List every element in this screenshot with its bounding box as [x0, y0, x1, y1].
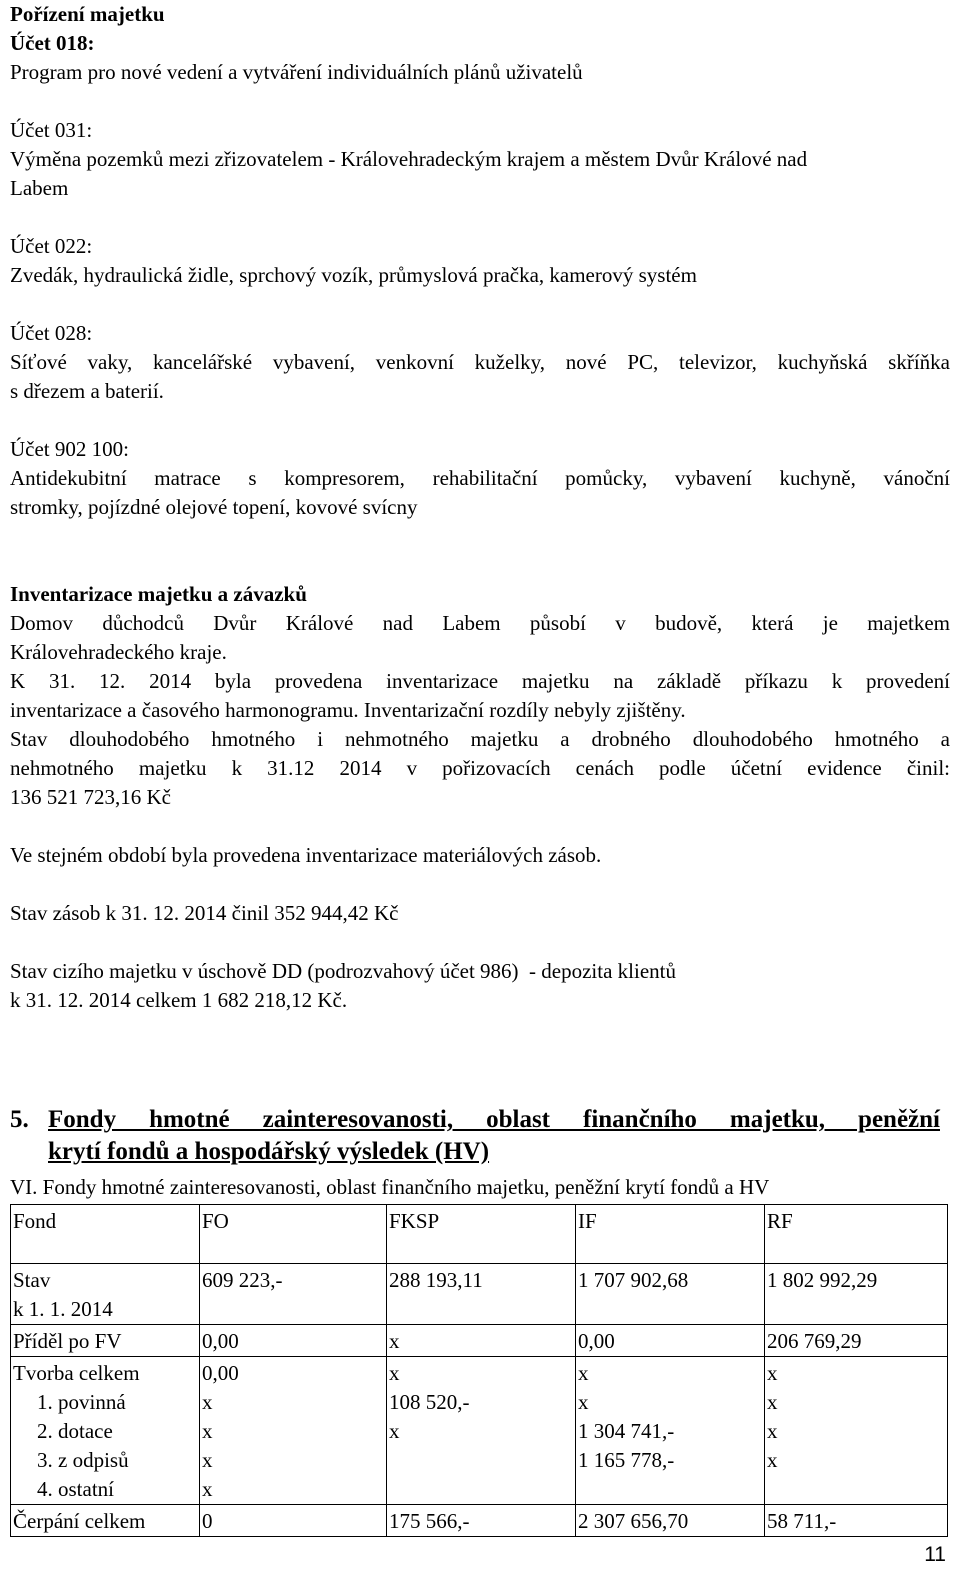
table-cell	[200, 1357, 387, 1505]
table-cell	[576, 1325, 765, 1357]
inventory-paragraph: Stav cizího majetku v úschově DD (podrozvahový účet 986) - depozita klientů	[10, 959, 676, 983]
table-cell	[200, 1505, 387, 1537]
cell-line: 1 304 741,-	[578, 1419, 675, 1443]
inventory-paragraph: Domov důchodců Dvůr Králové nad Labem působí v budově, která je majetkem	[10, 611, 950, 635]
table-cell	[200, 1264, 387, 1325]
table-cell	[765, 1505, 948, 1537]
table-cell	[765, 1264, 948, 1325]
inventory-paragraph: 136 521 723,16 Kč	[10, 785, 171, 809]
inventory-title: Inventarizace majetku a závazků	[10, 582, 307, 606]
table-row	[11, 1357, 948, 1505]
cell-line: x	[202, 1419, 213, 1443]
cell-line: 0	[202, 1509, 213, 1533]
cell-line: 0,00	[202, 1361, 239, 1385]
table-cell	[576, 1357, 765, 1505]
cell-line: x	[767, 1390, 778, 1414]
section-number: 5.	[10, 1106, 29, 1133]
table-caption: VI. Fondy hmotné zainteresovanosti, oblast finančního majetku, peněžní krytí fondů a HV	[10, 1175, 770, 1199]
cell-line: 108 520,-	[389, 1390, 470, 1414]
account-label: Účet 028:	[10, 321, 93, 345]
cell-line: 0,00	[578, 1329, 615, 1353]
table-cell	[11, 1264, 200, 1325]
header-cell: Fond	[11, 1205, 200, 1264]
cell-line: Čerpání celkem	[13, 1509, 146, 1533]
inventory-paragraph: inventarizace a časového harmonogramu. Inventarizační rozdíly nebyly zjištěny.	[10, 698, 686, 722]
cell-line: 2 307 656,70	[578, 1509, 689, 1533]
section-title-line1: Fondy hmotné zainteresovanosti, oblast finančního majetku, peněžní	[48, 1106, 940, 1133]
page-number: 11	[924, 1543, 946, 1566]
account-text: Síťové vaky, kancelářské vybavení, venkovní kuželky, nové PC, televizor, kuchyňská skříňka	[10, 350, 950, 374]
inventory-paragraph: Stav zásob k 31. 12. 2014 činil 352 944,42 Kč	[10, 901, 399, 925]
account-label: Účet 902 100:	[10, 437, 129, 461]
cell-line: x	[767, 1448, 778, 1472]
table-row	[11, 1505, 948, 1537]
cell-line: 0,00	[202, 1329, 239, 1353]
table-cell	[765, 1325, 948, 1357]
cell-line: 175 566,-	[389, 1509, 470, 1533]
table-cell	[11, 1505, 200, 1537]
cell-line: 4. ostatní	[37, 1477, 114, 1501]
table-cell	[200, 1325, 387, 1357]
cell-line: 206 769,29	[767, 1329, 862, 1353]
table-cell	[387, 1505, 576, 1537]
account-text: Labem	[10, 176, 69, 200]
table-row	[11, 1325, 948, 1357]
cell-line: x	[202, 1477, 213, 1501]
inventory-paragraph: K 31. 12. 2014 byla provedena inventarizace majetku na základě příkazu k provedení	[10, 669, 950, 693]
table-cell	[576, 1264, 765, 1325]
inventory-paragraph: Ve stejném období byla provedena inventarizace materiálových zásob.	[10, 843, 602, 867]
document-page	[10, 0, 950, 1015]
account-text: Antidekubitní matrace s kompresorem, rehabilitační pomůcky, vybavení kuchyně, vánoční	[10, 466, 950, 490]
header-cell: FKSP	[387, 1205, 576, 1264]
table-cell	[765, 1357, 948, 1505]
cell-line: 2. dotace	[37, 1419, 113, 1443]
account-label: Účet 018:	[10, 31, 95, 55]
table-cell	[387, 1325, 576, 1357]
account-label: Účet 031:	[10, 118, 93, 142]
cell-line: Stav	[13, 1268, 51, 1292]
table-header-row	[11, 1205, 948, 1264]
cell-line: x	[389, 1329, 400, 1353]
table-cell	[387, 1357, 576, 1505]
cell-line: x	[578, 1390, 589, 1414]
section-title-line2: krytí fondů a hospodářský výsledek (HV)	[48, 1138, 490, 1165]
cell-line: 609 223,-	[202, 1268, 283, 1292]
inventory-paragraph: Stav dlouhodobého hmotného i nehmotného majetku a drobného dlouhodobého hmotného a	[10, 727, 950, 751]
table-cell	[387, 1264, 576, 1325]
table-cell	[576, 1505, 765, 1537]
cell-line: x	[389, 1419, 400, 1443]
funds-table	[10, 1204, 948, 1537]
inventory-paragraph: k 31. 12. 2014 celkem 1 682 218,12 Kč.	[10, 988, 348, 1012]
cell-line: x	[202, 1448, 213, 1472]
header-cell: FO	[200, 1205, 387, 1264]
cell-line: x	[767, 1361, 778, 1385]
account-label: Účet 022:	[10, 234, 93, 258]
cell-line: Tvorba celkem	[13, 1361, 140, 1385]
header-cell: RF	[765, 1205, 948, 1264]
table-cell	[11, 1357, 200, 1505]
cell-line: 1 707 902,68	[578, 1268, 689, 1292]
table-cell	[11, 1325, 200, 1357]
inventory-paragraph: Královehradeckého kraje.	[10, 640, 227, 664]
table-row	[11, 1264, 948, 1325]
account-text: Výměna pozemků mezi zřizovatelem - Královehradeckým krajem a městem Dvůr Králové nad	[10, 147, 808, 171]
cell-line: x	[767, 1419, 778, 1443]
cell-line: 1 165 778,-	[578, 1448, 675, 1472]
cell-line: 288 193,11	[389, 1268, 483, 1292]
account-text: Program pro nové vedení a vytváření individuálních plánů uživatelů	[10, 60, 583, 84]
cell-line: 3. z odpisů	[37, 1448, 129, 1472]
account-text: stromky, pojízdné olejové topení, kovové svícny	[10, 495, 418, 519]
acquisition-title: Pořízení majetku	[10, 2, 165, 26]
header-cell: IF	[576, 1205, 765, 1264]
cell-line: 1. povinná	[37, 1390, 126, 1414]
cell-line: 1 802 992,29	[767, 1268, 878, 1292]
cell-line: Příděl po FV	[13, 1329, 122, 1353]
inventory-paragraph: nehmotného majetku k 31.12 2014 v pořizovacích cenách podle účetní evidence činil:	[10, 756, 950, 780]
cell-line: k 1. 1. 2014	[13, 1297, 113, 1321]
account-text: Zvedák, hydraulická židle, sprchový vozík, průmyslová pračka, kamerový systém	[10, 263, 697, 287]
cell-line: 58 711,-	[767, 1509, 837, 1533]
cell-line: x	[578, 1361, 589, 1385]
cell-line: x	[202, 1390, 213, 1414]
cell-line: x	[389, 1361, 400, 1385]
account-text: s dřezem a baterií.	[10, 379, 164, 403]
